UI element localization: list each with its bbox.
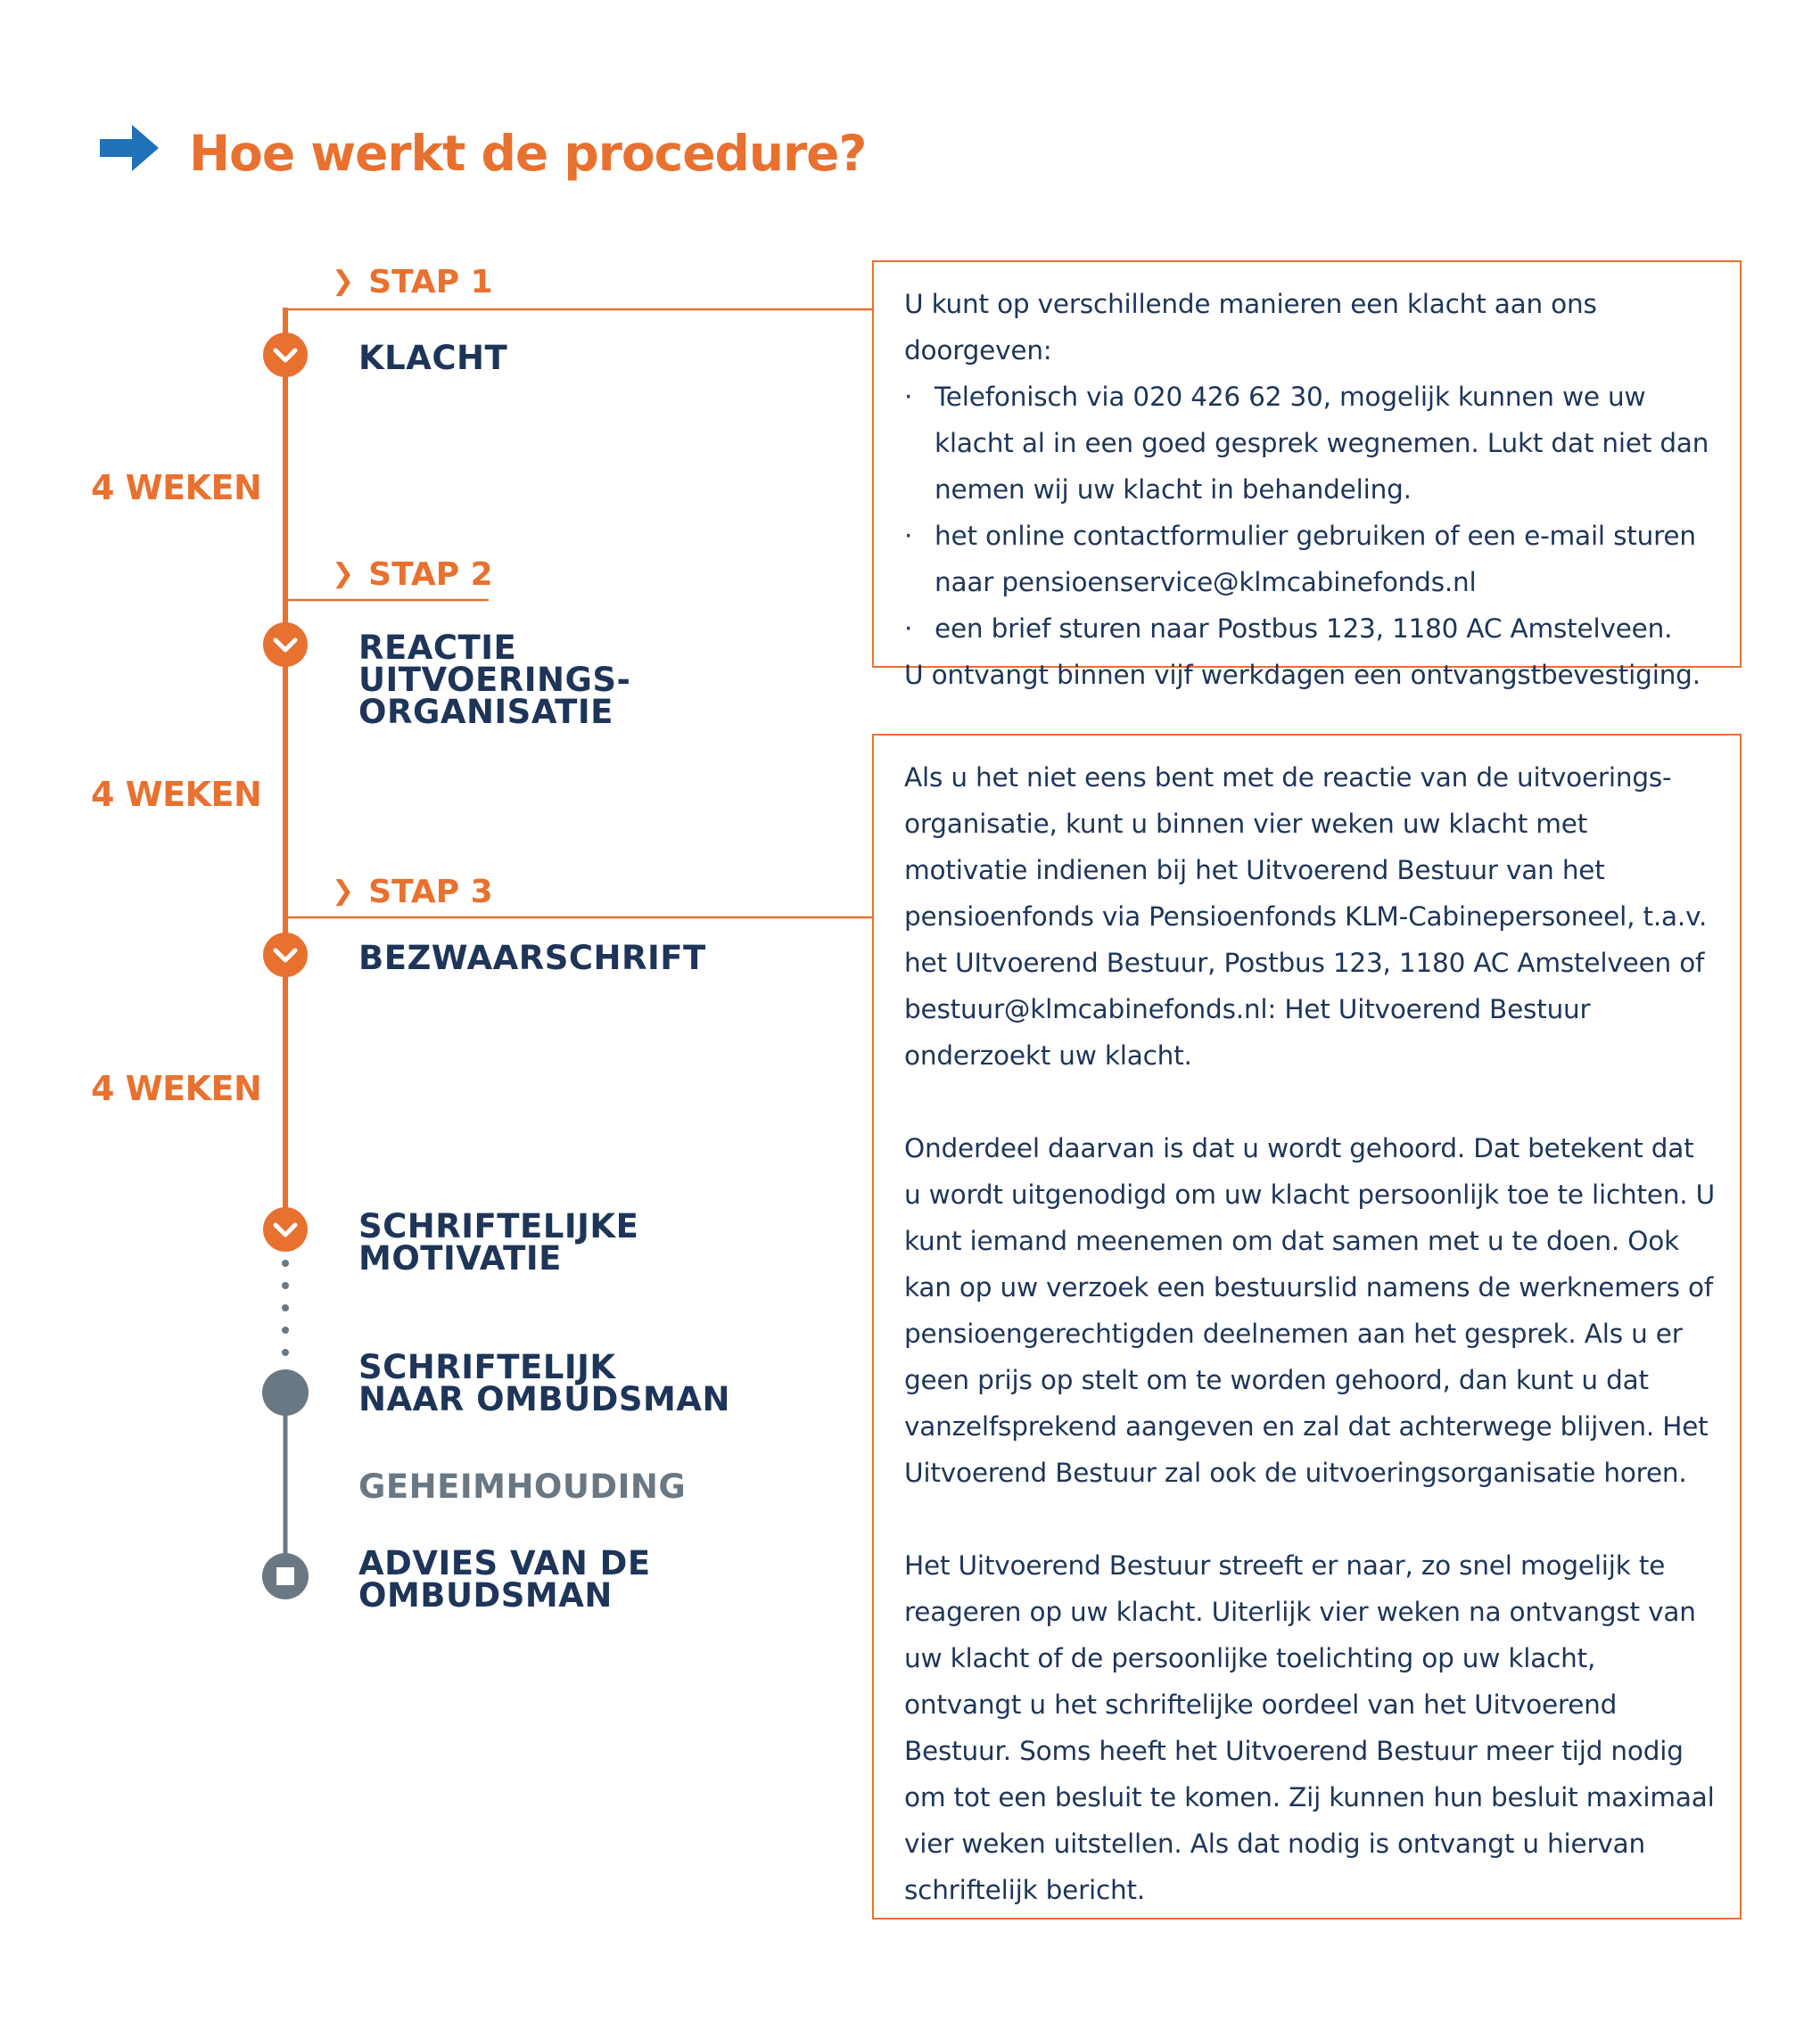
chevron-right-icon: ❯: [332, 875, 355, 907]
step-advies-ombudsman: ADVIES VAN DE OMBUDSMAN: [358, 1544, 651, 1615]
node-advies-end-icon: [262, 1553, 309, 1599]
node-reactie: [263, 622, 308, 667]
duration-3: 4 WEKEN: [91, 1069, 262, 1108]
chevron-right-icon: ❯: [332, 266, 355, 297]
box1-outro: U ontvangt binnen vijf werkdagen een ontvangstbevestiging.: [904, 660, 1701, 690]
box2-paragraph-1: Als u het niet eens bent met de reactie van de uitvoerings-organisatie, kunt u binnen vier weken uw klacht met motivatie indienen bij het Uitvoerend Bestuur van het pensioenfonds via Pensioenfonds KLM-Cabinepersoneel, t.a.v. het UItvoerend Bestuur, Postbus 123, 1180 AC Amstelveen of bestuur@klmcabinefonds.nl: Het Uitvoerend Bestuur onderzoekt uw klacht.: [904, 762, 1708, 1071]
dotted-connector: [282, 1260, 289, 1356]
node-klacht: [263, 333, 308, 377]
duration-2: 4 WEKEN: [91, 775, 262, 814]
contact-methods-list: [904, 374, 1718, 652]
step-geheimhouding: GEHEIMHOUDING: [358, 1467, 687, 1506]
list-item: · Telefonisch via 020 426 62 30, mogelijk kunnen we uw klacht al in een goed gesprek wegnemen. Lukt dat niet dan nemen wij uw klacht in behandeling.: [904, 374, 1718, 513]
box2-paragraph-2: Onderdeel daarvan is dat u wordt gehoord. Dat betekent dat u wordt uitgenodigd om uw klacht persoonlijk toe te lichten. U kunt iemand meenemen om dat samen met u te doen. Ook kan op uw verzoek een bestuurslid namens de werknemers of pensioengerechtigden deelnemen aan het gesprek. Als u er geen prijs op stelt om te worden gehoord, dan kunt u dat vanzelfsprekend aangeven en zal dat achterwege blijven. Het Uitvoerend Bestuur zal ook de uitvoeringsorganisatie horen.: [904, 1133, 1716, 1488]
info-box-klacht: [872, 260, 1742, 690]
step-bezwaarschrift: BEZWAARSCHRIFT: [358, 939, 706, 977]
stap-1-label: ❯ STAP 1: [332, 264, 493, 300]
box1-intro: U kunt op verschillende manieren een klacht aan ons doorgeven:: [904, 289, 1597, 366]
list-item: · een brief sturen naar Postbus 123, 1180 AC Amstelveen.: [904, 605, 1718, 652]
box2-paragraph-3: Het Uitvoerend Bestuur streeft er naar, zo snel mogelijk te reageren op uw klacht. Uiterlijk vier weken na ontvangst van uw klacht of de persoonlijke toelichting op uw klacht, ontvangt u het schriftelijke oordeel van het Uitvoerend Bestuur. Soms heeft het Uitvoerend Bestuur meer tijd nodig om tot een besluit te komen. Zij kunnen hun besluit maximaal vier weken uitstellen. Als dat nodig is ontvangt u hiervan schriftelijk bericht.: [904, 1550, 1715, 1905]
list-item: · het online contactformulier gebruiken of een e-mail sturen naar pensioenservice@klmcabinefonds.nl: [904, 513, 1718, 605]
page-title: Hoe werkt de procedure?: [189, 125, 867, 182]
stap-2-label: ❯ STAP 2: [332, 556, 493, 593]
node-motivatie: [263, 1207, 308, 1252]
node-bezwaarschrift: [263, 933, 308, 977]
step-reactie: REACTIE UITVOERINGS- ORGANISATIE: [358, 629, 631, 731]
duration-1: 4 WEKEN: [91, 468, 262, 507]
stap-3-label: ❯ STAP 3: [332, 874, 493, 910]
info-box-bezwaarschrift: [872, 734, 1742, 1919]
step-klacht: KLACHT: [358, 339, 508, 377]
step-schriftelijke-motivatie: SCHRIFTELIJKE MOTIVATIE: [358, 1207, 639, 1278]
chevron-right-icon: ❯: [332, 558, 355, 589]
node-ombudsman: [262, 1369, 309, 1416]
step-naar-ombudsman: SCHRIFTELIJK NAAR OMBUDSMAN: [358, 1348, 730, 1418]
